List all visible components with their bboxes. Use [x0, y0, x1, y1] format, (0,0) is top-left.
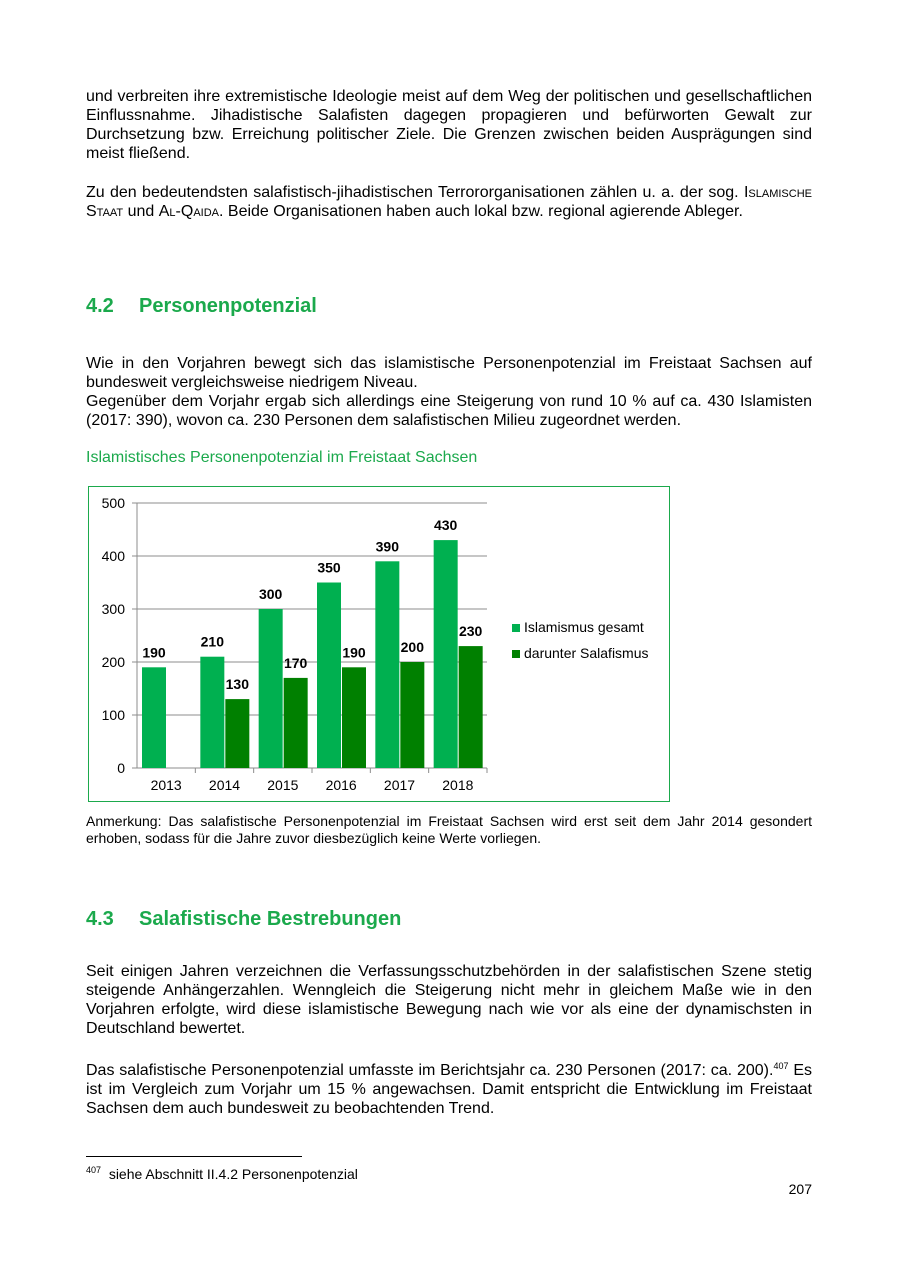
- bar-salafismus: [459, 646, 483, 768]
- footnote-reference[interactable]: 407: [773, 1061, 789, 1071]
- y-tick-label: 0: [117, 760, 125, 776]
- data-label: 350: [317, 559, 341, 576]
- data-label: 130: [225, 676, 250, 693]
- bar-islamismus-gesamt: [317, 583, 341, 769]
- chart-note: Anmerkung: Das salafistische Personenpotenzial im Freistaat Sachsen wird erst seit dem Jahr 2014 gesondert erhoben, sodass für die Jahre zuvor diesbezüglich keine Werte vorliegen.: [86, 813, 812, 846]
- section-4-2-title: Personenpotenzial: [139, 295, 317, 317]
- x-tick-label: 2014: [208, 777, 241, 793]
- section-4-3-p2-before: Das salafistische Personenpotenzial umfasste im Berichtsjahr ca. 230 Personen (2017: ca. 200).: [86, 1062, 774, 1079]
- section-4-3-title: Salafistische Bestrebungen: [139, 908, 402, 930]
- legend-swatch: [512, 650, 520, 658]
- footnote-text: siehe Abschnitt II.4.2 Personenpotenzial: [108, 1166, 358, 1182]
- bar-islamismus-gesamt: [259, 609, 283, 768]
- footnote-number: 407: [86, 1165, 102, 1175]
- x-tick-label: 2018: [442, 777, 474, 793]
- legend-swatch: [512, 624, 520, 632]
- y-tick-label: 200: [101, 654, 125, 670]
- section-4-3-paragraph-1: Seit einigen Jahren verzeichnen die Verfassungsschutzbehörden in der salafistischen Szene stetig steigende Anhängerzahlen. Wenngleich die Steigerung nicht mehr in gleichem Maße wie in den Vorjahren erfolgte, wird diese islamistische Bewegung nach wie vor als eine der dynamischsten in Deutschland bewertet.: [86, 963, 812, 1037]
- section-4-3-paragraph-2: [86, 1057, 812, 1118]
- bar-salafismus: [284, 678, 308, 768]
- intro-paragraph-2: [86, 183, 812, 221]
- bar-islamismus-gesamt: [375, 561, 399, 768]
- chart-caption: Islamistisches Personenpotenzial im Freistaat Sachsen: [86, 449, 478, 466]
- section-4-3-heading: [86, 908, 401, 931]
- y-tick-label: 400: [101, 548, 125, 564]
- org-al-qaida: Al-Qaida: [158, 203, 219, 220]
- bar-islamismus-gesamt: [142, 667, 166, 768]
- section-4-2-paragraph-1: Wie in den Vorjahren bewegt sich das islamistische Personenpotenzial im Freistaat Sachsen auf bundesweit vergleichsweise niedrigem Niveau.: [86, 355, 812, 391]
- legend-label: darunter Salafismus: [524, 645, 649, 661]
- y-tick-label: 100: [101, 707, 125, 723]
- org-islamic-state: Islamische Staat: [86, 184, 812, 220]
- legend-label: Islamismus gesamt: [524, 619, 644, 635]
- data-label: 390: [375, 538, 400, 555]
- footnote: [86, 1162, 358, 1183]
- data-label: 210: [200, 633, 225, 650]
- y-tick-label: 500: [101, 495, 125, 511]
- section-4-3-p2-after: Es ist im Vergleich zum Vorjahr um 15 % angewachsen. Damit entspricht die Entwicklung im Freistaat Sachsen dem auch bundesweit zu beobachtenden Trend.: [86, 1062, 812, 1117]
- section-4-2-paragraph-2: Gegenüber dem Vorjahr ergab sich allerdings eine Steigerung von rund 10 % auf ca. 430 Islamisten (2017: 390), wovon ca. 230 Personen dem salafistischen Milieu zugeordnet werden.: [86, 393, 812, 429]
- page-number: 207: [788, 1181, 812, 1197]
- data-label: 230: [458, 623, 483, 640]
- bar-salafismus: [225, 699, 249, 768]
- data-label: 170: [283, 654, 308, 671]
- x-tick-label: 2017: [383, 777, 416, 793]
- intro-p2-after: . Beide Organisationen haben auch lokal bzw. regional agierende Ableger.: [219, 203, 743, 220]
- section-4-2-number: 4.2: [86, 295, 114, 317]
- data-label: 430: [433, 517, 458, 534]
- bar-islamismus-gesamt: [200, 657, 224, 768]
- data-label: 200: [400, 639, 425, 655]
- chart-frame: [88, 486, 670, 802]
- section-4-2-heading: [86, 295, 317, 318]
- footnote-divider: [86, 1156, 302, 1157]
- intro-paragraph-1: und verbreiten ihre extremistische Ideologie meist auf dem Weg der politischen und gesellschaftlichen Einflussnahme. Jihadistische Salafisten dagegen propagieren und befürworten Gewalt zur Durchsetzung bzw. Erreichung politischer Ziele. Die Grenzen zwischen beiden Ausprägungen sind meist fließend.: [86, 88, 812, 162]
- y-tick-label: 300: [101, 601, 125, 617]
- bar-chart: [89, 487, 671, 803]
- x-tick-label: 2015: [267, 777, 299, 793]
- bar-salafismus: [400, 662, 424, 768]
- intro-p2-mid: und: [123, 203, 159, 220]
- x-tick-label: 2013: [150, 777, 182, 793]
- intro-p2-before: Zu den bedeutendsten salafistisch-jihadistischen Terrororganisationen zählen u. a. der sog.: [86, 184, 744, 201]
- bar-islamismus-gesamt: [434, 540, 458, 768]
- data-label: 300: [258, 586, 283, 602]
- data-label: 190: [142, 644, 166, 661]
- x-tick-label: 2016: [325, 777, 357, 793]
- section-4-3-number: 4.3: [86, 908, 114, 930]
- bar-salafismus: [342, 667, 366, 768]
- data-label: 190: [342, 644, 366, 661]
